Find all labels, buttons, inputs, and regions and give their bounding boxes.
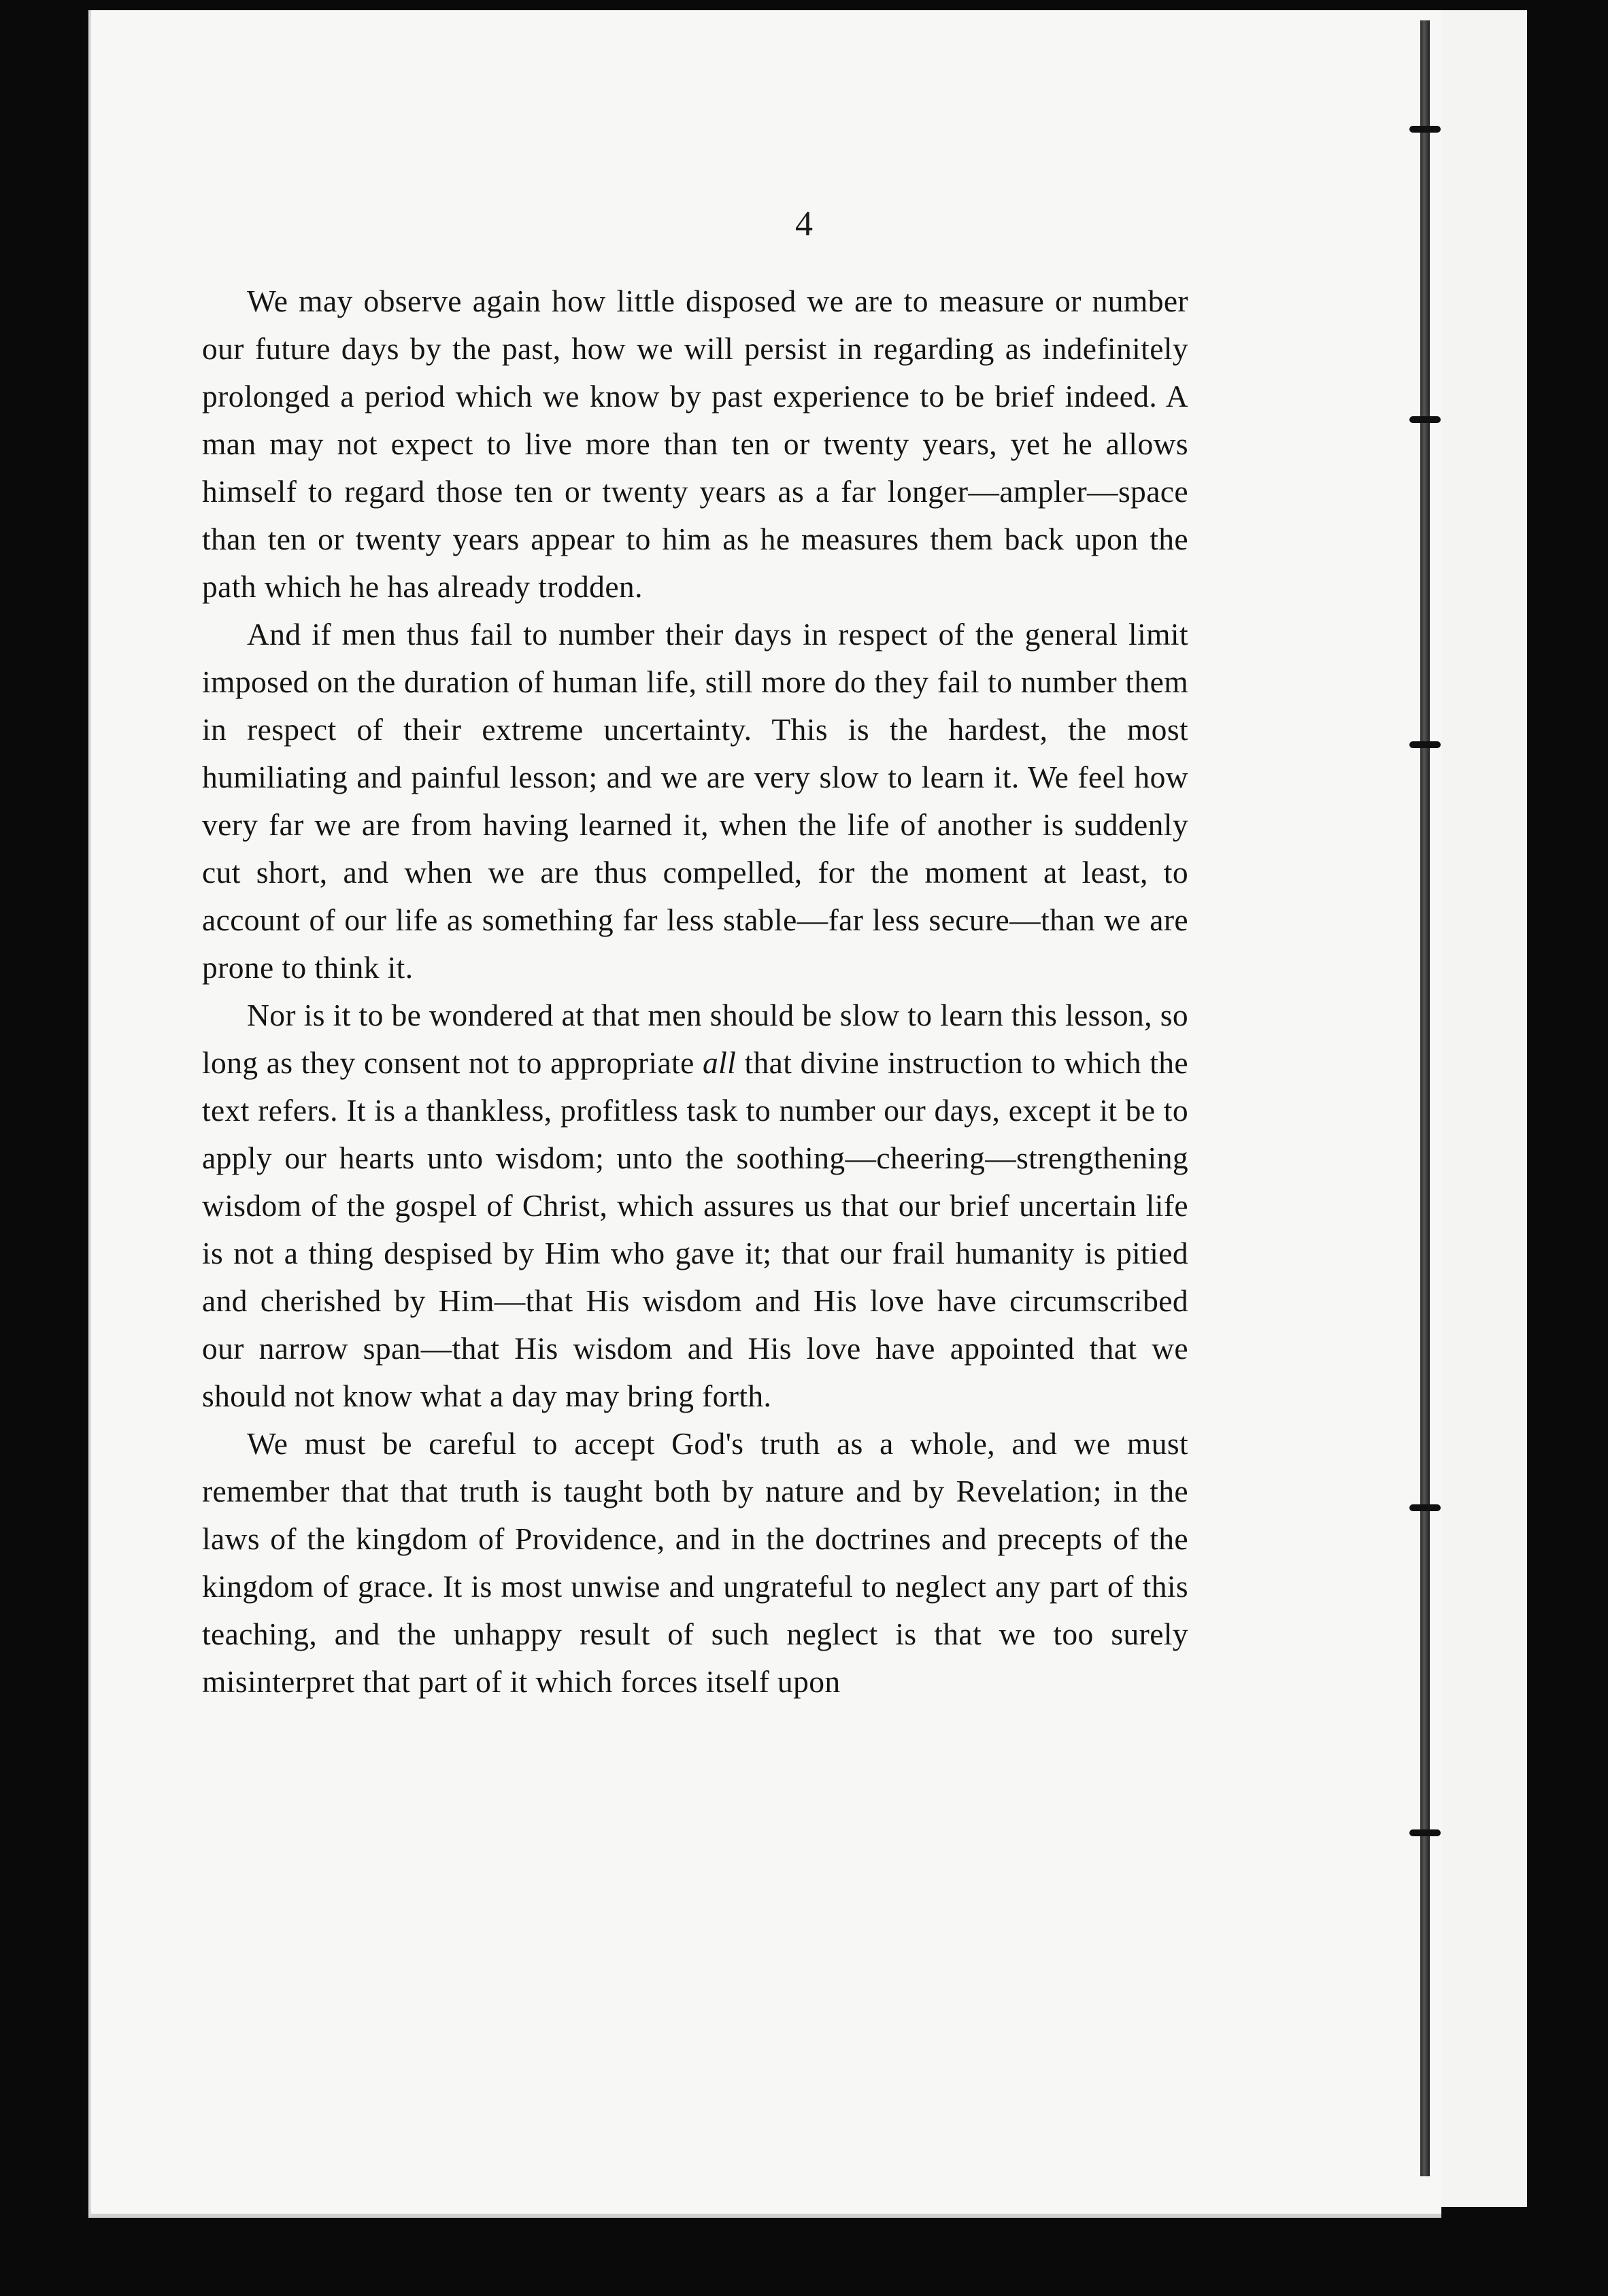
paragraph: And if men thus fail to number their days in respect of the general limit imposed on the duration of human life, still more do they fail to number them in respect of their extreme uncertainty. This is the hardest, the most humiliating and painful lesson; and we are very slow to learn it. We feel how very far we are from having learned it, when the life of another is suddenly cut short, and when we are thus compelled, for the moment at least, to account of our life as something far less stable—far less secure—than we are prone to think it. (202, 617, 1188, 985)
paragraph: We must be careful to accept God's truth as a whole, and we must remember that that truth is taught both by nature and by Revelation; in the laws of the kingdom of Providence, and in the doctrines and precepts of the kingdom of grace. It is most unwise and ungrateful to neglect any part of this teaching, and the unhappy result of such neglect is that we too surely misinterpret that part of it which forces itself upon (202, 1426, 1188, 1699)
binding-edge (1420, 20, 1430, 2176)
paragraph-text: that divine instruction to which the text refers. It is a thankless, profitless task to number our days, except it be to apply our hearts unto wisdom; unto the soothing—cheering—strengthening wisdom of the gospel of Christ, which assures us that our brief uncertain life is not a thing despised by Him who gave it; that our frail humanity is pitied and cherished by Him—that His wisdom and His love have circumscribed our narrow span—that His wisdom and His love have appointed that we should not know what a day may bring forth. (202, 1045, 1188, 1413)
emphasized-word: all (702, 1045, 737, 1080)
binding-stitch (1409, 741, 1441, 748)
binding-stitch (1409, 416, 1441, 423)
binding-stitch (1409, 1829, 1441, 1836)
body-text (202, 277, 1188, 1706)
paragraph (202, 992, 1188, 1420)
binding-stitch (1409, 1504, 1441, 1511)
binding-stitch (1409, 126, 1441, 133)
paragraph: We may observe again how little disposed we are to measure or number our future days by the past, how we will persist in regarding as indefinitely prolonged a period which we know by past experience to be brief indeed. A man may not expect to live more than ten or twenty years, yet he allows himself to regard those ten or twenty years as a far longer—ampler—space than ten or twenty years appear to him as he measures them back upon the path which he has already trodden. (202, 284, 1188, 604)
paragraph-text: Nor is it to be wondered at that men should be slow to learn this lesson, so long as they consent not to appropriate (202, 998, 1188, 1080)
page-number: 4 (795, 205, 813, 243)
